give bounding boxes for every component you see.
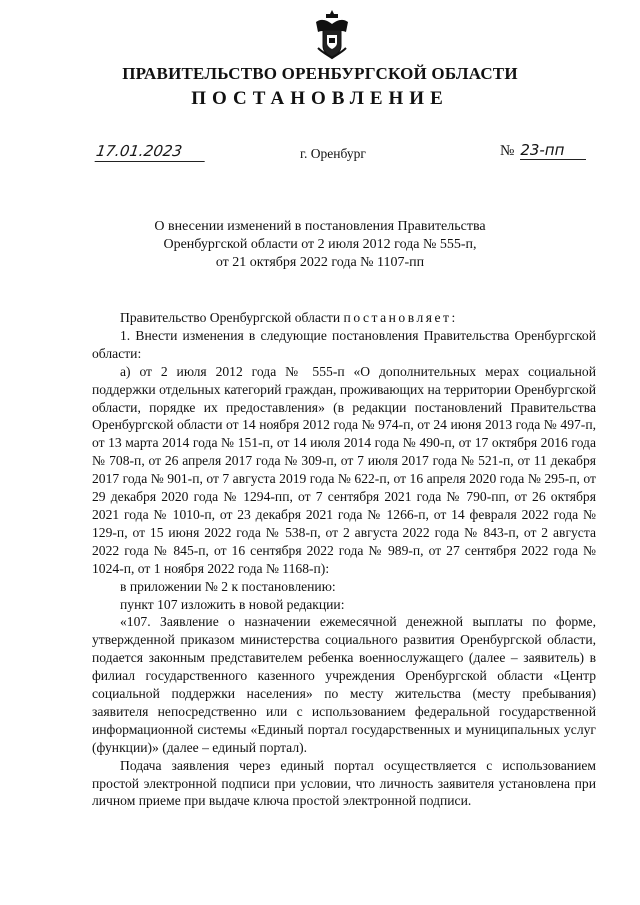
subject-line: О внесении изменений в постановления Правительства [154,219,486,234]
paragraph-point: пункт 107 изложить в новой редакции: [120,596,345,612]
document-date: 17.01.2023 [95,142,208,162]
intro-paragraph [92,309,596,327]
paragraph-appendix: в приложении № 2 к постановлению: [120,578,336,594]
document-body [92,309,596,810]
organization-title: ПРАВИТЕЛЬСТВО ОРЕНБУРГСКОЙ ОБЛАСТИ [122,64,518,83]
intro-verb: постановляет: [343,310,458,325]
document-subject [0,218,640,272]
paragraph-quote-107: «107. Заявление о назначении ежемесячной денежной выплаты по форме, утвержденной приказом министерства социального развития Оренбургской области, подается законным представителем ребенка военнослужащего (далее – заявитель) в филиал государственного казенного учреждения Оренбургской области «Центр социальной поддержки населения» по месту жительства (месту пребывания) заявителя непосредственно или с использованием федеральной государственной информационной системы «Единый портал государственных и муниципальных услуг (функции)» (далее – единый портал). [92,614,596,755]
paragraph-item-1: 1. Внести изменения в следующие постановления Правительства Оренбургской области: [92,327,596,361]
paragraph-portal: Подача заявления через единый портал осуществляется с использованием простой электронной подписи при условии, что личность заявителя установлена при личном приеме при выдаче ключа простой электронной подписи. [92,757,596,809]
document-city: г. Оренбург [300,146,366,161]
document-type-title: ПОСТАНОВЛЕНИЕ [191,88,449,109]
number-sign: № [500,143,515,159]
intro-text: Правительство Оренбургской области [120,310,344,325]
document-number [500,141,586,160]
number-value: 23-пп [520,141,586,160]
subject-line: от 21 октября 2022 года № 1107-пп [215,255,425,270]
paragraph-item-1a: а) от 2 июля 2012 года № 555-п «О дополнительных мерах социальной поддержки отдельных категорий граждан, проживающих на территории Оренбургской области, порядке их предоставления» (в редакции постановлений Правительства Оренбургской области от 14 ноября 2012 года № 974-п, от 24 июня 2013 года № 497-п, от 13 марта 2014 года № 151-п, от 14 июля 2014 года № 490-п, от 17 октября 2016 года № 708-п, от 26 апреля 2017 года № 309-п, от 7 июля 2017 года № 521-п, от 11 декабря 2017 года № 901-п, от 7 августа 2019 года № 622-п, от 16 апреля 2020 года № 295-п, от 29 декабря 2020 года № 1294-пп, от 7 сентября 2021 года № 790-пп, от 26 октября 2021 года № 1010-п, от 23 декабря 2021 года № 1266-п, от 14 февраля 2022 года № 129-п, от 15 июня 2022 года № 538-п, от 2 августа 2022 года № 843-п, от 2 августа 2022 года № 845-п, от 16 сентября 2022 года № 989-п, от 27 сентября 2022 года № 1024-п, от 1 ноября 2022 года № 1168-п): [92,363,596,576]
coat-of-arms-icon [313,8,351,60]
subject-line: Оренбургской области от 2 июля 2012 года № 555-п, [163,237,477,252]
